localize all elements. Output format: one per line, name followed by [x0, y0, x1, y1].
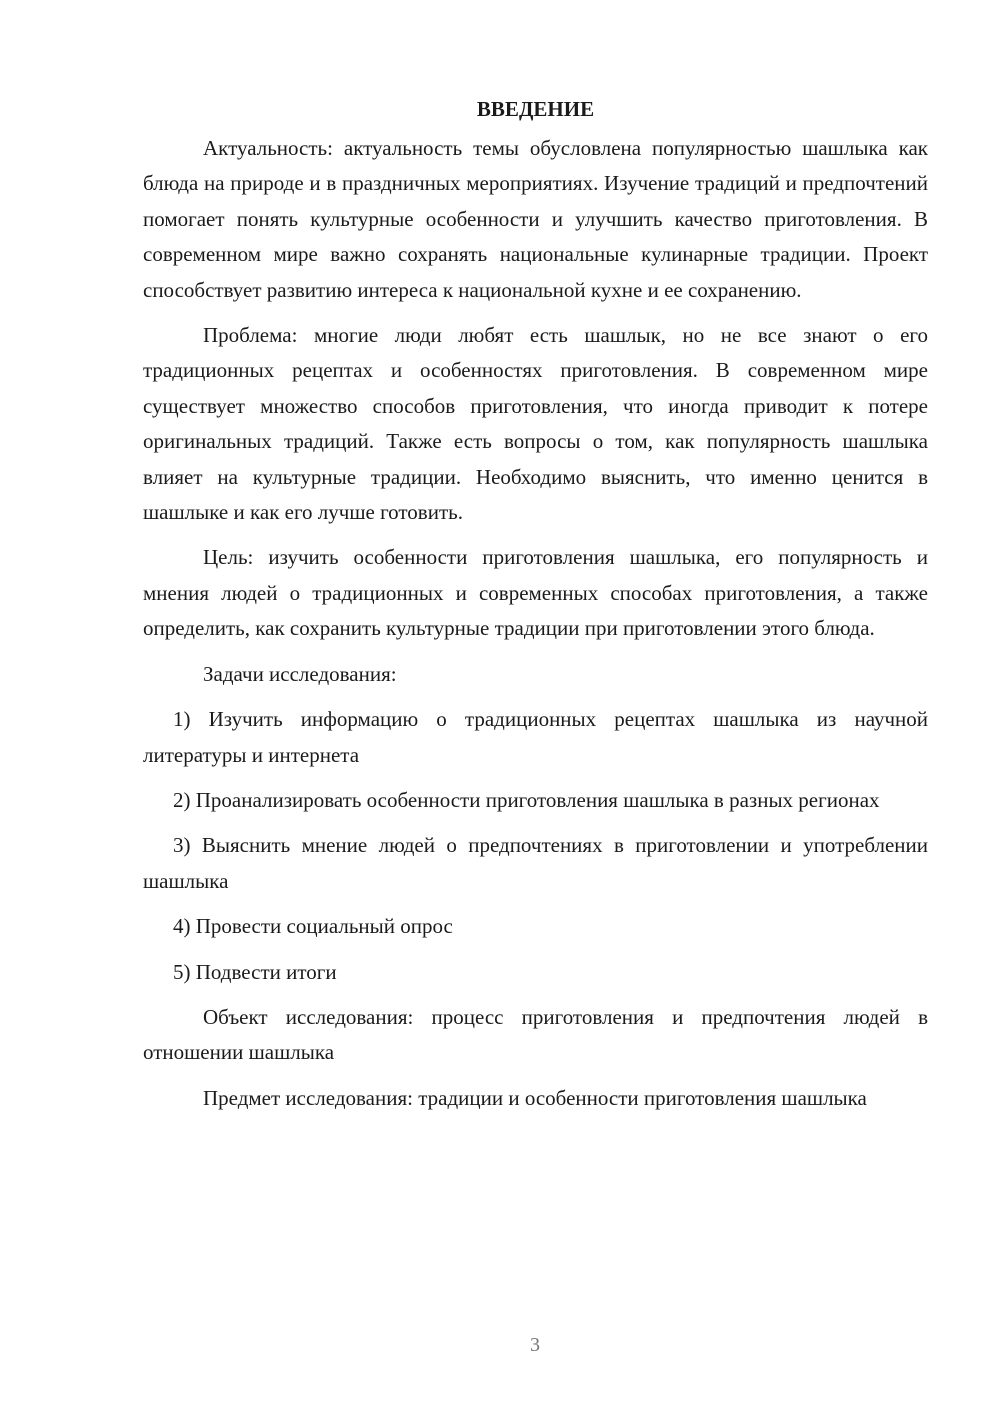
task-item: 4) Провести социальный опрос	[173, 914, 453, 939]
document-page	[143, 92, 928, 1126]
research-object-paragraph: Объект исследования: процесс приготовления и предпочтения людей в отношении шашлыка	[143, 1004, 928, 1065]
task-item: 5) Подвести итоги	[173, 959, 337, 984]
task-item: 2) Проанализировать особенности приготовления шашлыка в разных регионах	[173, 787, 880, 812]
research-subject-paragraph: Предмет исследования: традиции и особенности приготовления шашлыка	[203, 1085, 867, 1110]
goal-paragraph: Цель: изучить особенности приготовления шашлыка, его популярность и мнения людей о традиционных и современных способах приготовления, а также определить, как сохранить культурные традиции при приготовлении этого блюда.	[143, 545, 928, 641]
relevance-paragraph: Актуальность: актуальность темы обусловлена популярностью шашлыка как блюда на природе и в праздничных мероприятиях. Изучение традиций и предпочтений помогает понять культурные особенности и улучшить качество приготовления. В современном мире важно сохранять национальные кулинарные традиции. Проект способствует развитию интереса к национальной кухне и ее сохранению.	[143, 136, 928, 302]
task-item: 1) Изучить информацию о традиционных рецептах шашлыка из научной литературы и интернета	[143, 707, 928, 767]
problem-paragraph: Проблема: многие люди любят есть шашлык, но не все знают о его традиционных рецептах и особенностях приготовления. В современном мире существует множество способов приготовления, что иногда приводит к потере оригинальных традиций. Также есть вопросы о том, как популярность шашлыка влияет на культурные традиции. Необходимо выяснить, что именно ценится в шашлыке и как его лучше готовить.	[143, 323, 928, 525]
page-number: 3	[530, 1334, 540, 1356]
section-title: ВВЕДЕНИЕ	[476, 97, 595, 121]
task-item: 3) Выяснить мнение людей о предпочтениях в приготовлении и употреблении шашлыка	[143, 833, 928, 893]
tasks-heading: Задачи исследования:	[203, 661, 397, 686]
